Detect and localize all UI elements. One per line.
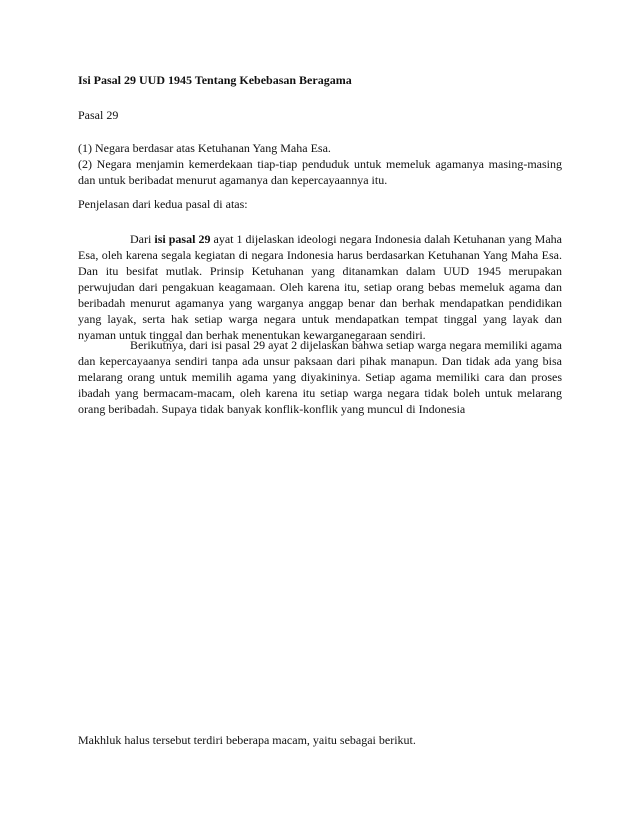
paragraph-2: Berikutnya, dari isi pasal 29 ayat 2 dijelaskan bahwa setiap warga negara memiliki agama dan kepercayaanya sendiri tanpa ada unsur paksaan dari pihak manapun. Dan tidak ada yang bisa melarang orang untuk memilih agama yang diyakininya. Setiap agama memiliki cara dan proses ibadah yang bermacam-macam, oleh karena itu setiap warga negara tidak boleh untuk melarang orang beribadah. Supaya tidak banyak konflik-konflik yang muncul di Indonesia <box>78 338 562 416</box>
article-label: Pasal 29 <box>78 108 119 122</box>
paragraph-1-lead: Dari <box>130 232 155 246</box>
explanation-intro: Penjelasan dari kedua pasal di atas: <box>78 197 248 211</box>
paragraph-1-bold: isi pasal 29 <box>154 232 211 246</box>
paragraph-1-text: ayat 1 dijelaskan ideologi negara Indonesia dalah Ketuhanan yang Maha Esa, oleh karena segala kegiatan di negara Indonesia harus berdasarkan Ketuhanan Yang Maha Esa. Dan itu besifat mutlak. Prinsip Ketuhanan yang ditanamkan dalam UUD 1945 merupakan perwujudan dari pengakuan keagamaan. Oleh karena itu, setiap orang bebas memeluk agama dan beribadah menurut agamanya yang warganya anggap benar dan berhak mendapatkan pendidikan yang layak, serta hak setiap warga negara untuk mendapatkan tempat tinggal yang layak dan nyaman untuk tinggal dan berhak menentukan kewarganegaraan sendiri. <box>78 232 562 342</box>
document-title: Isi Pasal 29 UUD 1945 Tentang Kebebasan Beragama <box>78 73 352 87</box>
article-item-2: (2) Negara menjamin kemerdekaan tiap-tiap penduduk untuk memeluk agamanya masing-masing dan untuk beribadat menurut agamanya dan kepercayaannya itu. <box>78 157 562 187</box>
article-items <box>78 140 562 188</box>
article-item-1: (1) Negara berdasar atas Ketuhanan Yang Maha Esa. <box>78 141 331 155</box>
paragraph-1 <box>78 231 562 343</box>
closing-sentence: Makhluk halus tersebut terdiri beberapa macam, yaitu sebagai berikut. <box>78 733 416 747</box>
